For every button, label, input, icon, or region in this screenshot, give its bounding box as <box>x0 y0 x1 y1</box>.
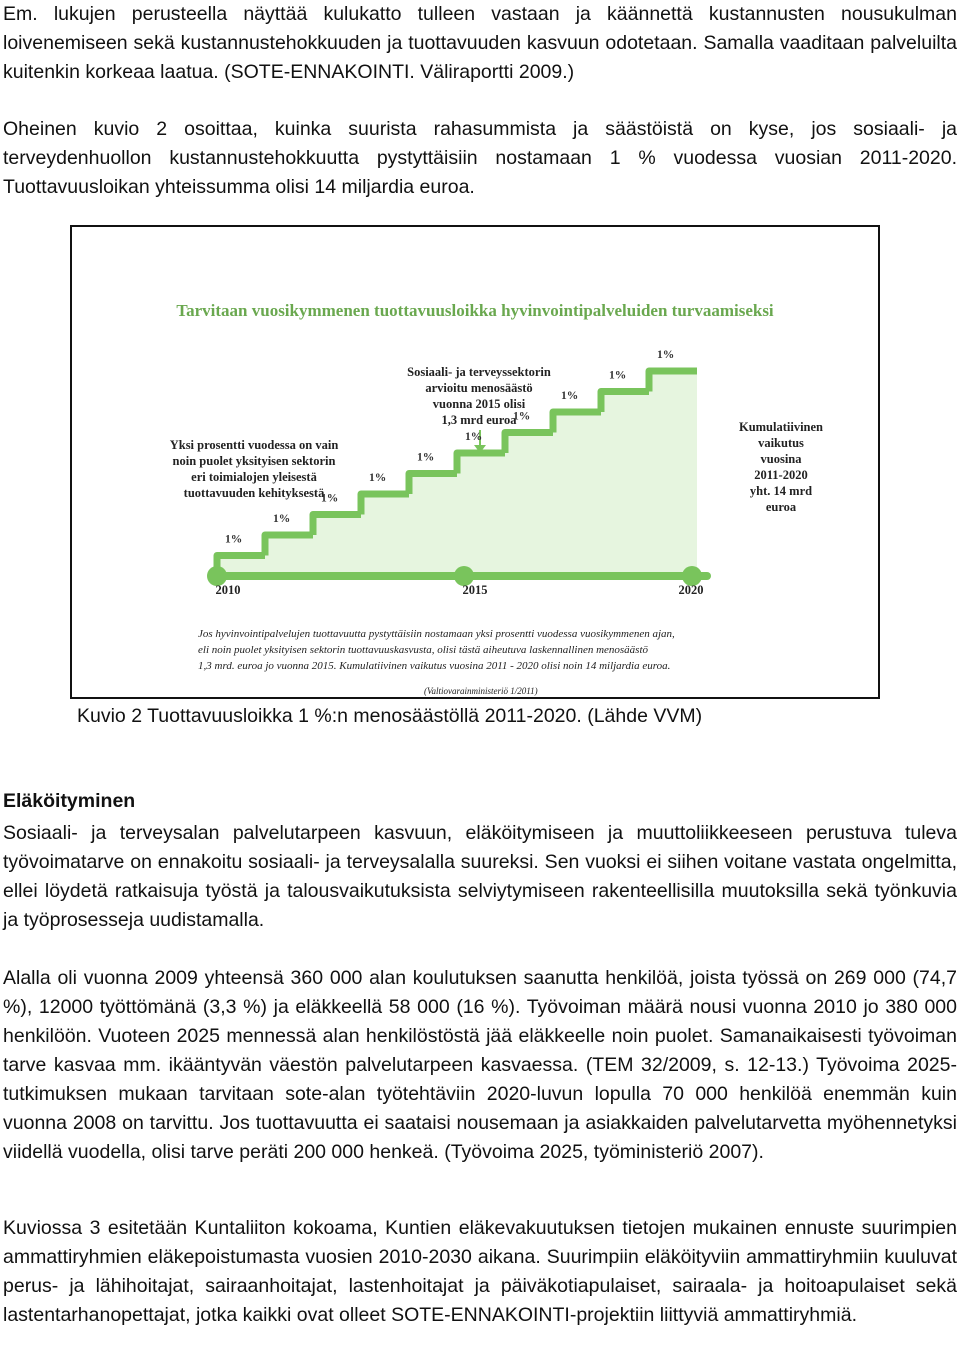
footnote-line: Jos hyvinvointipalvelujen tuottavuutta pystyttäisiin nostamaan yksi prosentti vuodessa vuosikymmenen ajan, <box>198 628 675 640</box>
center-note-line: arvioitu menosäästö <box>425 381 533 395</box>
intro-paragraph: Em. lukujen perusteella näyttää kulukatto tulleen vastaan ja käännettä kustannusten nousukulman loivenemiseen sekä kustannustehokkuuden ja tuottavuuden kasvuun odotetaan. Samalla vaaditaan palveluilta kuitenkin korkeaa laatua. (SOTE-ENNAKOINTI. Väliraportti 2009.) <box>3 3 957 83</box>
step-label: 1% <box>225 533 243 546</box>
step-label: 1% <box>465 431 483 443</box>
step-label: 1% <box>657 349 675 361</box>
center-note-line: Sosiaali- ja terveyssektorin <box>407 365 551 379</box>
figure-2-frame <box>70 225 880 699</box>
left-note <box>170 438 339 500</box>
forecast-paragraph: Kuviossa 3 esitetään Kuntaliiton kokoama, Kuntien eläkevakuutuksen tietojen mukainen ennuste suurimpien ammattiryhmien eläkepoistumasta vuosien 2010-2030 aikana. Suurimpiin eläköityviin ammattiryhmiin kuuluvat perus- ja lähihoitajat, sairaanhoitajat, lastenhoitajat ja päiväkotiapulaiset, sairaala- ja hoitoapulaiset sekä lastentarhanopettajat, jotka kaikki ovat olleet SOTE-ENNAKOINTI-projektiin liittyviä ammattiryhmiä. <box>3 1217 957 1326</box>
year-label: 2010 <box>215 583 241 597</box>
axis-years <box>216 583 704 597</box>
left-note-line: noin puolet yksityisen sektorin <box>172 454 336 468</box>
step-label: 1% <box>561 390 579 402</box>
right-note-line: euroa <box>765 500 797 514</box>
figure-source: (Valtiovarainministeriö 1/2011) <box>424 686 538 696</box>
right-note-line: vuosina <box>760 452 802 466</box>
figure-intro-paragraph: Oheinen kuvio 2 osoittaa, kuinka suurista rahasummista ja säästöistä on kyse, jos sosiaali- ja terveydenhuollon kustannustehokkuutta pystyttäisiin nostamaan 1 % vuodessa vuosian 2011-2020. Tuottavuusloikan yhteissumma olisi 14 miljardia euroa. <box>3 118 957 198</box>
footnote-line: eli noin puolet yksityisen sektorin tuottavuuskasvusta, olisi tästä aiheutuva laskennallinen menosäästö <box>198 644 649 656</box>
step-label: 1% <box>369 472 387 484</box>
footnote <box>198 628 675 672</box>
step-label: 1% <box>273 513 291 525</box>
figure-title: Tarvitaan vuosikymmenen tuottavuusloikka hyvinvointipalveluiden turvaamiseksi <box>176 301 774 320</box>
year-label: 2015 <box>462 583 488 597</box>
section-heading: Eläköityminen <box>3 790 136 812</box>
figure-caption: Kuvio 2 Tuottavuusloikka 1 %:n menosäästöllä 2011-2020. (Lähde VVM) <box>77 705 703 727</box>
right-note-line: vaikutus <box>758 436 804 450</box>
step-label: 1% <box>321 492 339 505</box>
center-note-line: 1,3 mrd euroa <box>441 413 517 427</box>
left-note-line: Yksi prosentti vuodessa on vain <box>169 438 339 452</box>
left-note-line: tuottavuuden kehityksestä <box>183 486 325 500</box>
right-note <box>739 420 823 514</box>
right-note-line: Kumulatiivinen <box>738 420 824 434</box>
year-label: 2020 <box>678 583 704 597</box>
footnote-line: 1,3 mrd. euroa jo vuonna 2015. Kumulatiivinen vaikutus vuosina 2011 - 2020 olisi noin 14 miljardia euroa. <box>198 660 671 672</box>
step-label: 1% <box>609 369 627 382</box>
right-note-line: 2011-2020 <box>754 468 808 482</box>
right-note-line: yht. 14 mrd <box>749 484 813 498</box>
center-note-line: vuonna 2015 olisi <box>432 397 526 411</box>
left-note-line: eri toimialojen yleisestä <box>191 470 317 484</box>
workforce-paragraph: Alalla oli vuonna 2009 yhteensä 360 000 alan koulutuksen saanutta henkilöä, joista työssä on 269 000 (74,7 %), 12000 työttömänä (3,3 %) ja eläkkeellä 58 000 (16 %). Työvoiman määrä nousi vuonna 2010 jo 380 000 henkilöön. Vuoteen 2025 mennessä alan henkilöstöstä jää eläkkeelle noin puolet. Samanaikaisesti työvoiman tarve kasvaa mm. ikääntyvän väestön palvelutarpeen kasvaessa. (TEM 32/2009, s. 12-13.) Työvoima 2025- tutkimuksen mukaan tarvitaan sote-alan työtehtäviin 2020-luvun lopulla 70 000 henkilöä enemmän kuin vuonna 2008 on tarvittu. Jos tuottavuutta ei saataisi nousemaan ja asiakkaiden palvelutarvetta myöhennetyksi viidellä vuodella, olisi tarve peräti 200 000 henkeä. (Työvoima 2025, työministeriö 2007). <box>3 967 957 1163</box>
productivity-leap-chart <box>72 227 878 697</box>
step-label: 1% <box>513 410 531 423</box>
step-label: 1% <box>417 451 435 464</box>
retirement-paragraph: Sosiaali- ja terveysalan palvelutarpeen kasvuun, eläköitymiseen ja muuttoliikkeeseen perustuva tuleva työvoimatarve on ennakoitu sosiaali- ja terveysalalla suureksi. Sen vuoksi ei siihen voitane vastata ongelmitta, ellei löydetä ratkaisuja työstä ja talousvaikutuksista selviytymiseen rakenteellisilla muutoksilla sekä työnkuvia ja työprosesseja uudistamalla. <box>3 822 957 931</box>
